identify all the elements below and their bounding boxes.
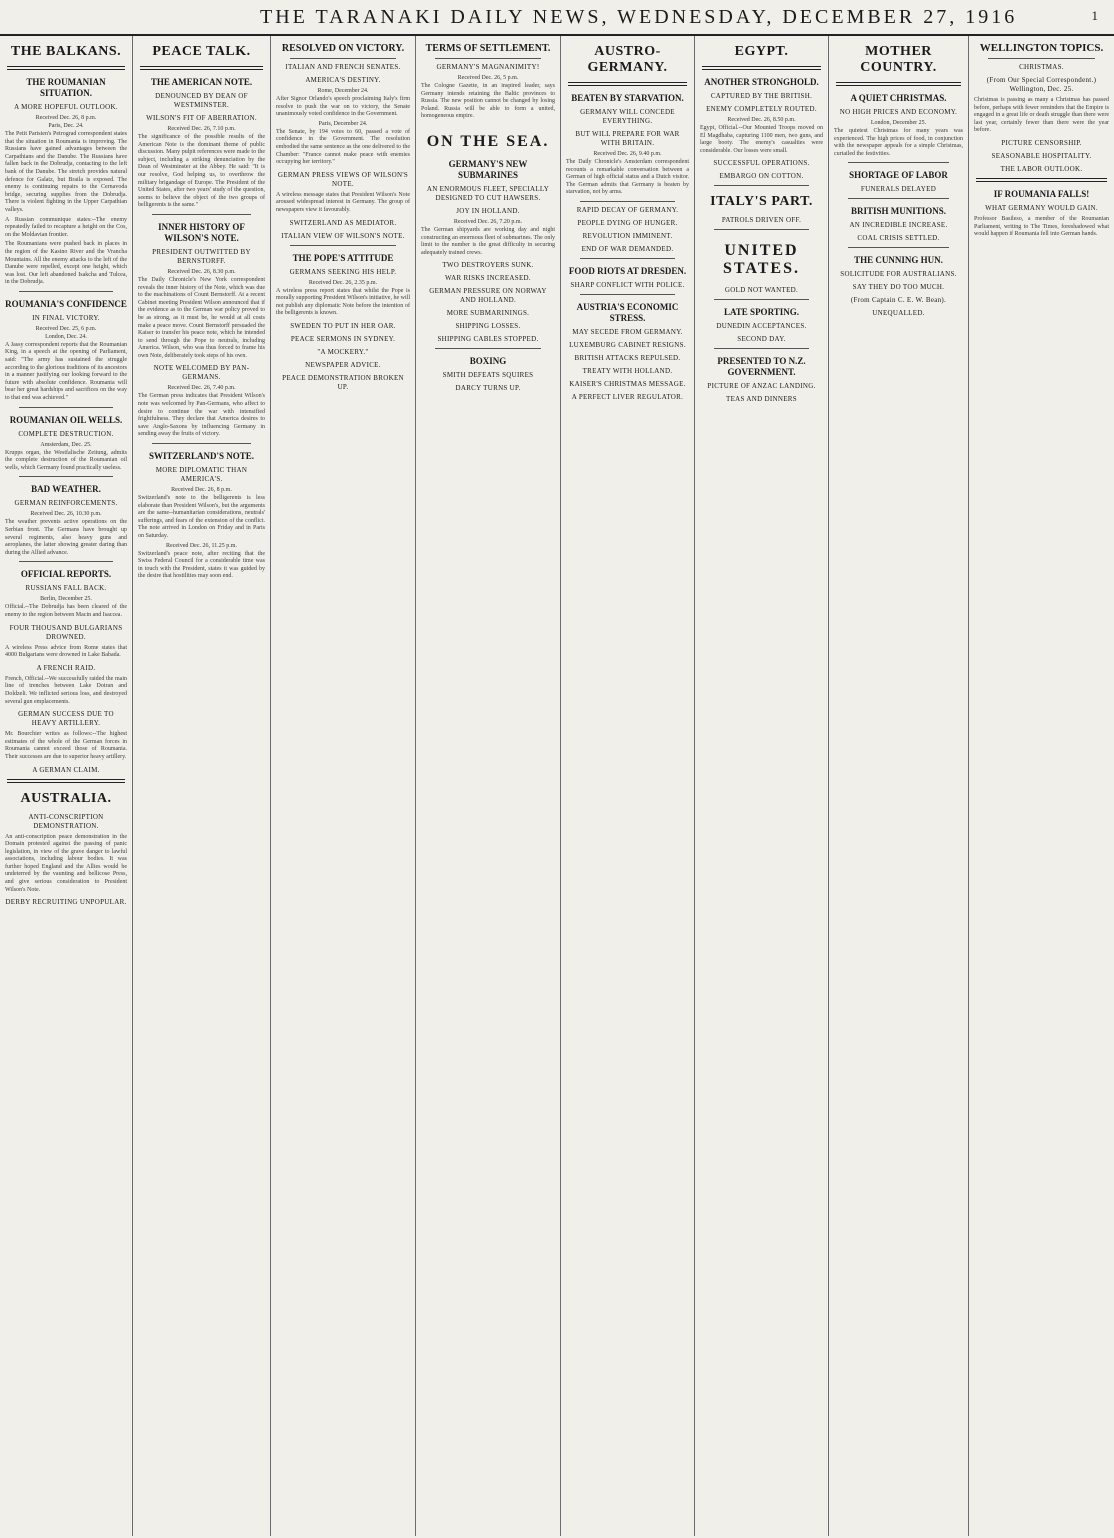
article-text: An anti-conscription peace demonstration in the Domain protested against the passing of panic legislation, in view of the grave danger to lawful associations, including labour bodies. It was further hoped England and the Allies would be undeterred by the vaunting and bellicose Press, and give serious consideration to President Wilson's Note. bbox=[5, 833, 127, 893]
dateline: Paris, December 24. bbox=[318, 120, 368, 127]
masthead bbox=[0, 0, 1114, 36]
subheading: AN INCREDIBLE INCREASE. bbox=[849, 221, 948, 230]
subheading: SWITZERLAND'S NOTE. bbox=[148, 451, 255, 462]
dateline: Received Dec. 26, 2.35 p.m. bbox=[308, 279, 378, 286]
headline: WELLINGTON TOPICS. bbox=[979, 42, 1104, 54]
subheading: FUNERALS DELAYED bbox=[860, 185, 937, 194]
dateline: Received Dec. 25, 6 p.m. bbox=[35, 325, 97, 332]
article-text: Switzerland's peace note, after reciting that the Swiss Federal Council for a considerable time was in touch with the President, states it was guided by the desire that hostilities may soon end. bbox=[138, 550, 265, 580]
subheading: WAR RISKS INCREASED. bbox=[445, 274, 531, 283]
divider bbox=[848, 198, 949, 199]
headline: MOTHER COUNTRY. bbox=[860, 44, 937, 75]
subheading: PRESENTED TO N.Z. GOVERNMENT. bbox=[717, 356, 806, 378]
subheading: GERMANY'S NEW SUBMARINES bbox=[448, 158, 528, 180]
article-text: A Russian communique states:--The enemy repeatedly failed to recapture a height on the Cos, on the Moldavian frontier. bbox=[5, 216, 127, 238]
article-text: Professor Basileso, a member of the Roumanian Parliament, writing to The Times, foreshadowed what would happen if Roumania fell into German hands. bbox=[974, 215, 1109, 238]
subheading: OFFICIAL REPORTS. bbox=[20, 569, 112, 580]
subheading: A GERMAN CLAIM. bbox=[32, 765, 100, 774]
article-text: The quietest Christmas for many years was experienced. The high prices of food, in conjunction with the newspaper appeals for a simple Christmas, curtailed the festivities. bbox=[834, 128, 963, 157]
divider bbox=[848, 247, 949, 248]
dateline: Received Dec. 26, 8 p.m. bbox=[35, 115, 97, 121]
subheading: SMITH DEFEATS SQUIRES bbox=[442, 371, 534, 380]
subheading: PATROLS DRIVEN OFF. bbox=[721, 216, 802, 225]
article-text: A wireless Press advice from Rome states that 4000 Bulgarians were drowned in Lake Babada. bbox=[5, 644, 127, 659]
subheading: BEATEN BY STARVATION. bbox=[571, 93, 684, 103]
subheading: WILSON'S FIT OF ABERRATION. bbox=[146, 114, 257, 122]
article-text: A wireless press report states that whilst the Pope is morally supporting President Wilson's initiative, he will not publish any diplomatic Note before the intention of the belligerents is known. bbox=[276, 287, 410, 317]
column-austro-germany bbox=[561, 36, 695, 1536]
subheading: COAL CRISIS SETTLED. bbox=[857, 234, 940, 243]
subheading: BAD WEATHER. bbox=[31, 484, 101, 495]
dateline: London, December 25. bbox=[870, 120, 927, 126]
subheading: RAPID DECAY OF GERMANY. bbox=[576, 205, 679, 214]
headline: EGYPT. bbox=[734, 44, 789, 59]
column-peace-talk bbox=[133, 36, 271, 1536]
article-text: Christmas is passing as many a Christmas has passed before, perhaps with fewer reminders that the Empire is engaged in a great life or death struggle than there were last year, certainly fewer than there were the year before. bbox=[974, 97, 1109, 134]
subheading: NO HIGH PRICES AND ECONOMY. bbox=[839, 108, 958, 116]
article-text: The Daily Chronicle's Amsterdam correspondent recounts a remarkable conversation between a German of high official status and a Dutch visitor. The German admits that Germany is beaten by starvation, not by arms. bbox=[566, 159, 689, 196]
subheading: SAY THEY DO TOO MUCH. bbox=[852, 283, 945, 292]
divider bbox=[580, 258, 675, 259]
dateline: Received Dec. 26, 8.30 p.m. bbox=[167, 268, 236, 275]
section-banner: ON THE SEA. bbox=[426, 132, 550, 150]
divider bbox=[580, 201, 675, 202]
subheading: SUCCESSFUL OPERATIONS. bbox=[713, 159, 810, 168]
divider bbox=[836, 82, 961, 86]
subheading: GERMANS SEEKING HIS HELP. bbox=[289, 267, 397, 276]
subheading: TEAS AND DINNERS bbox=[726, 395, 797, 404]
divider bbox=[435, 348, 541, 349]
subheading: DENOUNCED BY DEAN OF WESTMINSTER. bbox=[155, 92, 248, 109]
subheading: REVOLUTION IMMINENT. bbox=[582, 231, 673, 240]
subheading: KAISER'S CHRISTMAS MESSAGE. bbox=[569, 379, 686, 388]
subheading: COMPLETE DESTRUCTION. bbox=[18, 429, 114, 438]
dateline: Received Dec. 26, 8 p.m. bbox=[171, 487, 232, 494]
subheading: BUT WILL PREPARE FOR WAR WITH BRITAIN. bbox=[575, 130, 680, 147]
subheading: GERMAN PRESS VIEWS OF WILSON'S NOTE. bbox=[277, 170, 409, 188]
subheading: A MORE HOPEFUL OUTLOOK. bbox=[14, 103, 118, 111]
columns bbox=[0, 36, 1114, 1538]
subheading: INNER HISTORY OF WILSON'S NOTE. bbox=[158, 221, 245, 243]
article-text: The Roumanians were pushed back in places in the region of the Kasino River and the Vrancha Mountains. All the enemy attacks to the left of the Danube were repelled, except one height, which was lost. Our left abandoned Isakcha and Tulcea, in the Dobrudja. bbox=[5, 241, 127, 286]
subheading: GERMAN SUCCESS DUE TO HEAVY ARTILLERY. bbox=[18, 710, 114, 728]
article-text: The Daily Chronicle's New York correspondent reveals the inner history of the Note, which was due to the machinations of Count Bernstorff. At a recent Cabinet meeting President Wilson announced that if the evidence as to the German war policy proved to be as strong, as it must be, he would at all costs make a peace move. Count Bernstorff persuaded the Kaiser to transfer his peace note, which he intended to send through the Pope to neutrals, including America. Wilson, who was thus forced to frame his own Note, deliberately took steps of his own. bbox=[138, 276, 265, 359]
article-text: The German shipyards are working day and night constructing an enormous fleet of submarines. The only limit to the number is the great difficulty in securing adequately trained crews. bbox=[421, 226, 555, 256]
subheading: IF ROUMANIA FALLS! bbox=[993, 188, 1090, 199]
subheading: THE LABOR OUTLOOK. bbox=[1000, 164, 1083, 173]
masthead-title: THE TARANAKI DAILY NEWS, WEDNESDAY, DECEMBER 27, 1916 bbox=[260, 6, 1018, 28]
subheading: ANOTHER STRONGHOLD. bbox=[704, 77, 819, 87]
dateline: Received Dec. 26, 8.50 p.m. bbox=[727, 117, 796, 123]
divider bbox=[7, 779, 125, 783]
subheading: GERMANY WILL CONCEDE EVERYTHING. bbox=[580, 108, 675, 125]
column-mother-country bbox=[829, 36, 969, 1536]
subheading: THE AMERICAN NOTE. bbox=[150, 77, 253, 87]
subheading: FOOD RIOTS AT DRESDEN. bbox=[568, 265, 687, 276]
divider bbox=[714, 299, 809, 300]
subheading: CHRISTMAS. bbox=[1019, 63, 1064, 71]
article-text: The Senate, by 194 votes to 60, passed a vote of confidence in the Government. The resolution embodied the same sentence as the one delivered to the Chamber: "France cannot make peace with enemies occupying her territory." bbox=[276, 128, 410, 166]
subheading: UNEQUALLED. bbox=[872, 309, 925, 318]
subheading: ROUMANIAN OIL WELLS. bbox=[9, 414, 123, 425]
subheading: SHARP CONFLICT WITH POLICE. bbox=[570, 280, 685, 289]
divider bbox=[290, 58, 396, 59]
subheading: PEACE DEMONSTRATION BROKEN UP. bbox=[282, 373, 404, 391]
subheading: SEASONABLE HOSPITALITY. bbox=[991, 151, 1092, 160]
divider bbox=[19, 561, 113, 562]
subheading: AN ENORMOUS FLEET, SPECIALLY DESIGNED TO CUT HAWSERS. bbox=[426, 184, 550, 202]
subheading: SECOND DAY. bbox=[737, 335, 786, 344]
headline: PEACE TALK. bbox=[152, 44, 251, 59]
subheading: ENEMY COMPLETELY ROUTED. bbox=[706, 105, 817, 113]
divider bbox=[152, 214, 251, 215]
column-egypt bbox=[695, 36, 829, 1536]
subheading: GERMAN PRESSURE ON NORWAY AND HOLLAND. bbox=[429, 287, 547, 305]
subheading: LATE SPORTING. bbox=[723, 307, 800, 318]
subheading: "A MOCKERY." bbox=[317, 347, 369, 356]
headline: RESOLVED ON VICTORY. bbox=[281, 43, 405, 54]
subheading: (From Our Special Correspondent.) Wellington, Dec. 25. bbox=[986, 76, 1097, 93]
subheading: THE POPE'S ATTITUDE bbox=[292, 252, 394, 263]
divider bbox=[19, 476, 113, 477]
article-text: Egypt, Official.--Our Mounted Troops moved on El Magdhaba, capturing 1100 men, two guns, and large booty. The enemy's casualties were considerable. Our losses were small. bbox=[700, 125, 823, 154]
headline: TERMS OF SETTLEMENT. bbox=[425, 43, 551, 54]
divider bbox=[435, 58, 541, 59]
subheading: (From Captain C. E. W. Bean). bbox=[850, 296, 947, 305]
subheading: IN FINAL VICTORY. bbox=[32, 313, 100, 322]
subheading: A FRENCH RAID. bbox=[36, 663, 96, 672]
dateline: Received Dec. 26, 10.30 p.m. bbox=[30, 511, 102, 518]
subheading: JOY IN HOLLAND. bbox=[456, 206, 520, 215]
subheading: THE CUNNING HUN. bbox=[854, 255, 943, 266]
subheading: EMBARGO ON COTTON. bbox=[719, 172, 804, 181]
divider bbox=[848, 162, 949, 163]
article-text: Krupps organ, the Westfalische Zeitung, admits the complete destruction of the Roumanian oil wells, which Germany found practically useless. bbox=[5, 449, 127, 471]
subheading: TWO DESTROYERS SUNK. bbox=[442, 261, 534, 270]
subheading: RUSSIANS FALL BACK. bbox=[25, 584, 107, 593]
subheading: ITALIAN VIEW OF WILSON'S NOTE. bbox=[281, 231, 405, 240]
divider bbox=[702, 66, 821, 70]
column-resolved-on-victory bbox=[271, 36, 416, 1536]
divider bbox=[152, 443, 251, 444]
article-text: A Jassy correspondent reports that the Roumanian King, in a speech at the opening of Parliament, said: "The army has sustained the struggle according to the glorious traditions of its ancestors in a manner justifying our looking forward to the future with absolute confidence. Roumania will bear her great hardships and sacrifices on the way to that end was achieved." bbox=[5, 341, 127, 402]
headline: ITALY'S PART. bbox=[710, 194, 813, 210]
subheading: GERMAN REINFORCEMENTS. bbox=[14, 499, 118, 508]
subheading: AUSTRIA'S ECONOMIC STRESS. bbox=[576, 301, 679, 323]
section-banner: UNITED STATES. bbox=[723, 242, 800, 278]
article-text: A wireless message states that President Wilson's Note aroused widespread interest in Germany. The group of newspapers view it favourably. bbox=[276, 191, 410, 213]
subheading: PICTURE CENSORSHIP. bbox=[1001, 138, 1082, 147]
subheading: BRITISH MUNITIONS. bbox=[850, 206, 947, 217]
dateline: Received Dec. 26, 7.20 p.m. bbox=[453, 218, 523, 225]
divider bbox=[714, 348, 809, 349]
column-terms-of-settlement bbox=[416, 36, 561, 1536]
divider bbox=[290, 245, 396, 246]
headline: AUSTRALIA. bbox=[20, 790, 112, 806]
subheading: SHIPPING CABLES STOPPED. bbox=[437, 335, 539, 344]
subheading: SHORTAGE OF LABOR bbox=[849, 170, 948, 181]
article-text: The Petit Parisien's Petrograd correspondent states that the situation in Roumania is improving. The Russians have gained advantages between the Carpathians and the Danube. The Russians have fallen back in the Dobrudja, contacting to the left bank of the Danube. The stretch provides natural defence for Galatz, but Braila is exposed. The enemy is continuing repairs to the Cernavoda bridge, securing supplies from the Dobrudja. There is violent fighting in the Upper Carpathian valleys. bbox=[5, 131, 127, 213]
subheading: WHAT GERMANY WOULD GAIN. bbox=[985, 203, 1098, 212]
divider bbox=[140, 66, 263, 70]
subheading: NEWSPAPER ADVICE. bbox=[305, 360, 381, 369]
headline: THE BALKANS. bbox=[10, 44, 122, 59]
subheading: PEOPLE DYING OF HUNGER. bbox=[577, 218, 678, 227]
dateline: Received Dec. 26, 9.40 p.m. bbox=[593, 151, 662, 157]
subheading: THE ROUMANIAN SITUATION. bbox=[26, 77, 106, 98]
subheading: ANTI-CONSCRIPTION DEMONSTRATION. bbox=[28, 812, 104, 830]
subheading: GOLD NOT WANTED. bbox=[724, 286, 799, 295]
dateline: Received Dec. 26, 5 p.m. bbox=[457, 75, 519, 81]
subheading: BRITISH ATTACKS REPULSED. bbox=[574, 353, 681, 362]
subheading: CAPTURED BY THE BRITISH. bbox=[710, 92, 813, 100]
subheading: PRESIDENT OUTWITTED BY BERNSTORFF. bbox=[152, 247, 251, 265]
dateline: Paris, Dec. 24. bbox=[48, 123, 84, 129]
divider bbox=[976, 178, 1107, 182]
article-text: Switzerland's note to the belligerents is less elaborate than President Wilson's, but the arguments are the same--humanitarian considerations, neutrals' sufferings, and fears of the extension of the conflict. The note arrived in London on Friday and in Paris on Saturday. bbox=[138, 495, 265, 539]
headline: AUSTRO-GERMANY. bbox=[587, 44, 668, 75]
divider bbox=[580, 294, 675, 295]
subheading: ITALIAN AND FRENCH SENATES. bbox=[285, 63, 401, 71]
subheading: DUNEDIN ACCEPTANCES. bbox=[716, 322, 807, 331]
subheading: AMERICA'S DESTINY. bbox=[305, 76, 381, 84]
subheading: FOUR THOUSAND BULGARIANS DROWNED. bbox=[9, 623, 123, 641]
page-number: 1 bbox=[1091, 8, 1098, 23]
subheading: SWITZERLAND AS MEDIATOR. bbox=[289, 218, 397, 227]
divider bbox=[568, 82, 687, 86]
subheading: SWEDEN TO PUT IN HER OAR. bbox=[290, 321, 396, 330]
subheading: DARCY TURNS UP. bbox=[455, 384, 521, 393]
divider bbox=[7, 66, 125, 70]
subheading: DERBY RECRUITING UNPOPULAR. bbox=[5, 898, 127, 907]
article-text: The German press indicates that President Wilson's note was welcomed by Pan-Germans, who affect to desire to continue the war with intensified frightfulness. They declare that America desires to save Anglo-Saxons by influencing Germany in sending away the fruits of victory. bbox=[138, 393, 265, 438]
dateline: Rome, December 24. bbox=[317, 88, 369, 94]
subheading: A PERFECT LIVER REGULATOR. bbox=[571, 392, 684, 401]
subheading: ROUMANIA'S CONFIDENCE bbox=[5, 298, 127, 309]
divider bbox=[19, 291, 113, 292]
subheading: TREATY WITH HOLLAND. bbox=[582, 366, 673, 375]
subheading: MORE DIPLOMATIC THAN AMERICA'S. bbox=[155, 466, 248, 484]
column-wellington-topics bbox=[969, 36, 1114, 1536]
divider bbox=[19, 407, 113, 408]
subheading: SHIPPING LOSSES. bbox=[455, 322, 521, 331]
dateline: Amsterdam, Dec. 25. bbox=[40, 441, 92, 448]
divider bbox=[988, 58, 1095, 59]
article-text: After Signor Orlando's speech proclaiming Italy's firm resolve to push the war on to victory, the Senate unanimously voted confidence in the Government. bbox=[276, 96, 410, 118]
dateline: Received Dec. 26, 7.10 p.m. bbox=[167, 126, 236, 132]
subheading: LUXEMBURG CABINET RESIGNS. bbox=[569, 340, 686, 349]
dateline: London, Dec. 24. bbox=[45, 333, 87, 340]
subheading: NOTE WELCOMED BY PAN-GERMANS. bbox=[153, 364, 250, 382]
article-text: The weather prevents active operations on the Serbian front. The Germans have brought up several regiments, also heavy guns and aeroplanes, the latter showing greater daring than during the Allied advance. bbox=[5, 519, 127, 556]
subheading: MAY SECEDE FROM GERMANY. bbox=[572, 327, 683, 336]
subheading: MORE SUBMARININGS. bbox=[446, 309, 530, 318]
subheading: A QUIET CHRISTMAS. bbox=[850, 93, 947, 103]
subheading: BOXING bbox=[469, 356, 507, 367]
subheading: SOLICITUDE FOR AUSTRALIANS. bbox=[840, 270, 957, 279]
article-text: The significance of the possible results of the American Note is the dominant theme of public discussion. Many pulpit references were made to the subject, including a striking denunciation by the Dean of Westminster at the Abbey. He said: "It is our resolve, God helping us, to overthrow the military brigandage of Europe. The President of the United States, after two years' study of the question, seems to believe the object of the two groups of belligerents is the same." bbox=[138, 134, 265, 209]
subheading: GERMANY'S MAGNANIMITY! bbox=[436, 63, 540, 71]
column-balkans bbox=[0, 36, 133, 1536]
divider bbox=[714, 229, 809, 230]
subheading: PICTURE OF ANZAC LANDING. bbox=[707, 382, 816, 391]
article-text: The Cologne Gazette, in an inspired leader, says Germany intends retaining the Baltic provinces to Russia. The new position cannot be changed by losing Poland. Russia will be able to form a united, homogeneous empire. bbox=[421, 83, 555, 120]
divider bbox=[714, 185, 809, 186]
dateline: Berlin, December 25. bbox=[40, 596, 92, 603]
article-text: French, Official.--We successfully raided the main line of trenches between Lake Doiran and Doldzeli. We inflicted serious loss, and destroyed several gun emplacements. bbox=[5, 675, 127, 705]
dateline: Received Dec. 26, 11.25 p.m. bbox=[166, 542, 237, 549]
dateline: Received Dec. 26, 7.40 p.m. bbox=[167, 385, 236, 392]
article-text: Mr. Bourchier writes as follows:--The highest estimates of the whole of the German forces in Roumania cannot exceed those of Roumania. Their successes are due to superior heavy artillery. bbox=[5, 731, 127, 760]
subheading: END OF WAR DEMANDED. bbox=[581, 244, 674, 253]
subheading: PEACE SERMONS IN SYDNEY. bbox=[290, 334, 396, 343]
article-text: Official.--The Dobrudja has been cleared of the enemy to the region between Macin and Isaccea. bbox=[5, 604, 127, 618]
